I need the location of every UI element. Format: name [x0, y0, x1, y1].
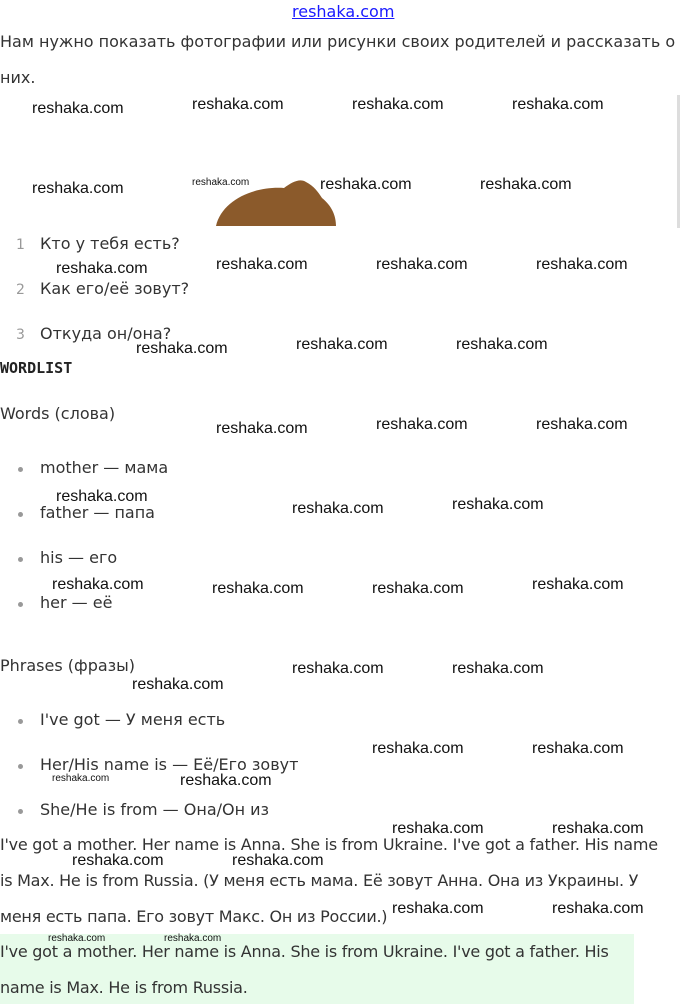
- watermark: reshaka.com: [372, 740, 464, 757]
- watermark: reshaka.com: [72, 852, 164, 869]
- watermark: reshaka.com: [48, 933, 106, 944]
- watermark: reshaka.com: [296, 336, 388, 353]
- watermark: reshaka.com: [32, 180, 124, 197]
- word-item: his — его: [40, 548, 118, 567]
- watermark: reshaka.com: [56, 260, 148, 277]
- bullet-icon: [18, 557, 23, 562]
- question-item: [16, 279, 189, 298]
- watermark: reshaka.com: [56, 488, 148, 505]
- watermark: reshaka.com: [376, 416, 468, 433]
- bullet-icon: [18, 467, 23, 472]
- watermark: reshaka.com: [52, 773, 110, 784]
- phrases-heading: Phrases (фразы): [0, 656, 136, 675]
- watermark: reshaka.com: [536, 416, 628, 433]
- intro-line-2: них.: [0, 68, 36, 87]
- watermark: reshaka.com: [452, 496, 544, 513]
- watermark: reshaka.com: [292, 500, 384, 517]
- bullet-icon: [18, 764, 23, 769]
- watermark: reshaka.com: [392, 820, 484, 837]
- watermark: reshaka.com: [536, 256, 628, 273]
- watermark: reshaka.com: [552, 820, 644, 837]
- example-line-2: is Max. He is from Russia. (У меня есть мама. Её зовут Анна. Она из Украины. У: [0, 871, 639, 890]
- answer-line-1: I've got a mother. Her name is Anna. She is from Ukraine. I've got a father. His: [0, 942, 609, 961]
- question-text: Откуда он/она?: [40, 324, 172, 343]
- intro-line-1: Нам нужно показать фотографии или рисунки своих родителей и рассказать о: [0, 32, 676, 51]
- phrase-item: Her/His name is — Её/Его зовут: [40, 755, 299, 774]
- example-line-3: меня есть папа. Его зовут Макс. Он из России.): [0, 907, 388, 926]
- answer-line-2: name is Max. He is from Russia.: [0, 978, 248, 997]
- watermark: reshaka.com: [532, 740, 624, 757]
- question-number: 1: [16, 237, 25, 253]
- watermark: reshaka.com: [456, 336, 548, 353]
- words-heading: Words (слова): [0, 404, 116, 423]
- word-item: mother — мама: [40, 458, 169, 477]
- phrase-item: She/He is from — Она/Он из: [40, 800, 270, 819]
- watermark: reshaka.com: [452, 660, 544, 677]
- watermark: reshaka.com: [216, 420, 308, 437]
- watermark: reshaka.com: [192, 96, 284, 113]
- bullet-icon: [18, 512, 23, 517]
- watermark: reshaka.com: [52, 576, 144, 593]
- watermark: reshaka.com: [192, 177, 250, 188]
- example-text: [0, 827, 680, 935]
- watermark: reshaka.com: [512, 96, 604, 113]
- watermark: reshaka.com: [532, 576, 624, 593]
- question-number: 3: [16, 327, 25, 343]
- bullet-icon: [18, 719, 23, 724]
- watermark: reshaka.com: [180, 772, 272, 789]
- watermark: reshaka.com: [164, 933, 222, 944]
- word-item: her — её: [40, 593, 113, 612]
- example-line-1: I've got a mother. Her name is Anna. She is from Ukraine. I've got a father. His name: [0, 835, 658, 854]
- watermark: reshaka.com: [232, 852, 324, 869]
- question-text: Кто у тебя есть?: [40, 234, 180, 253]
- watermark: reshaka.com: [212, 580, 304, 597]
- watermark: reshaka.com: [132, 676, 224, 693]
- answer-text: [0, 934, 680, 1006]
- watermark: reshaka.com: [32, 100, 124, 117]
- bullet-icon: [18, 602, 23, 607]
- watermark: reshaka.com: [352, 96, 444, 113]
- watermark: reshaka.com: [320, 176, 412, 193]
- bullet-icon: [18, 809, 23, 814]
- question-number: 2: [16, 282, 25, 298]
- watermark: reshaka.com: [136, 340, 228, 357]
- watermark: reshaka.com: [372, 580, 464, 597]
- watermark: reshaka.com: [392, 900, 484, 917]
- watermark: reshaka.com: [552, 900, 644, 917]
- phrase-item: I've got — У меня есть: [40, 710, 226, 729]
- watermark: reshaka.com: [480, 176, 572, 193]
- watermark: reshaka.com: [376, 256, 468, 273]
- wordlist-heading: WORDLIST: [0, 359, 73, 377]
- watermark: reshaka.com: [292, 660, 384, 677]
- word-item: father — папа: [40, 503, 155, 522]
- intro-text: [0, 24, 680, 96]
- question-text: Как его/её зовут?: [40, 279, 190, 298]
- watermark: reshaka.com: [216, 256, 308, 273]
- site-link[interactable]: reshaka.com: [292, 2, 395, 21]
- question-item: [16, 234, 180, 253]
